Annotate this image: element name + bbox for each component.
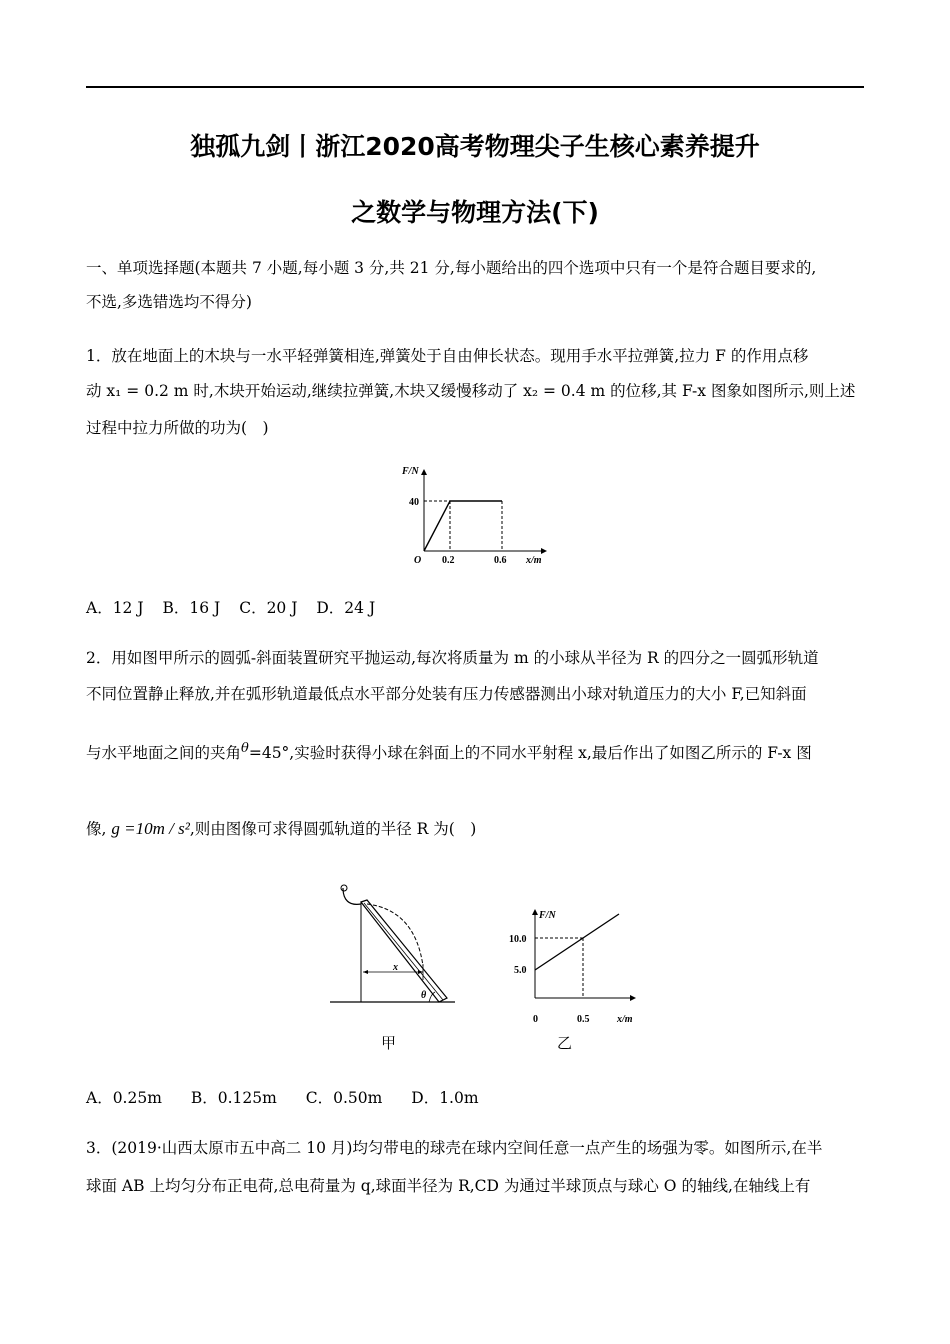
q2-origin: 0 xyxy=(533,1014,538,1025)
q2-figure-jia xyxy=(325,880,460,1055)
top-rule xyxy=(86,86,864,88)
section-header-line2: 不选,多选错选均不得分) xyxy=(86,293,252,311)
caption-jia: 甲 xyxy=(381,1036,397,1052)
angle-label: θ xyxy=(421,990,427,1001)
ball xyxy=(341,885,347,891)
q2-line3-start: 与水平地面之间的夹角 xyxy=(86,744,242,763)
q1-fx-line xyxy=(424,501,502,551)
q2-figure-yi xyxy=(505,904,645,1052)
q3-line1: 3．(2019·山西太原市五中高二 10 月)均匀带电的球壳在球内空间任意一点产生的场强为零。如图所示,在半 xyxy=(86,1139,823,1157)
q2-line4-start: 像, xyxy=(86,820,107,838)
q2-option-a: A．0.25m xyxy=(86,1089,162,1107)
q2-line3 xyxy=(86,732,864,770)
q2-y-tick1: 10.0 xyxy=(509,934,527,945)
q2-fx-line xyxy=(535,914,619,970)
q1-x-tick1: 0.2 xyxy=(442,555,455,566)
q2-line2: 不同位置静止释放,并在弧形轨道最低点水平部分处装有压力传感器测出小球对轨道压力的大小 F,已知斜面 xyxy=(86,685,807,703)
q1-xlabel: x/m xyxy=(526,555,542,566)
q2-line4 xyxy=(86,812,864,846)
section-header-line1: 一、单项选择题(本题共 7 小题,每小题 3 分,共 21 分,每小题给出的四个选项中只有一个是符合题目要求的, xyxy=(86,259,817,277)
q2-x-tick: 0.5 xyxy=(577,1014,590,1025)
q2-ylabel: F/N xyxy=(539,910,556,921)
q1-y-tick: 40 xyxy=(409,497,419,508)
q1-origin: O xyxy=(414,555,422,566)
q3-line2: 球面 AB 上均匀分布正电荷,总电荷量为 q,球面半径为 R,CD 为通过半球顶点与球心 O 的轴线,在轴线上有 xyxy=(86,1177,811,1195)
q1-options xyxy=(86,596,389,618)
q2-xlabel: x/m xyxy=(617,1014,633,1025)
range-arrow-left xyxy=(363,970,368,974)
q1-option-a: A．12 J xyxy=(86,599,144,617)
q1-option-c: C．20 J xyxy=(239,599,298,617)
page-title-line1: 独孤九剑丨浙江2020高考物理尖子生核心素养提升 xyxy=(190,132,760,161)
q1-x-tick2: 0.6 xyxy=(494,555,507,566)
caption-yi: 乙 xyxy=(557,1036,573,1052)
q1-line2: 动 x₁ = 0.2 m 时,木块开始运动,继续拉弹簧,木块又缓慢移动了 x₂ = 0.4 m 的位移,其 F-x 图象如图所示,则上述 xyxy=(86,382,856,400)
q2-option-d: D．1.0m xyxy=(411,1089,479,1107)
theta-symbol: θ xyxy=(241,741,249,756)
q1-ylabel: F/N xyxy=(402,466,419,477)
q2-line4-end: ,则由图像可求得圆弧轨道的半径 R 为( ) xyxy=(189,820,477,838)
incline-inner xyxy=(364,903,443,1000)
q1-line1: 1．放在地面上的木块与一水平轻弹簧相连,弹簧处于自由伸长状态。现用手水平拉弹簧,拉力 F 的作用点移 xyxy=(86,347,809,365)
range-arrow-right xyxy=(418,970,423,974)
q2-options xyxy=(86,1086,503,1108)
q2-line1: 2．用如图甲所示的圆弧-斜面装置研究平抛运动,每次将质量为 m 的小球从半径为 R 的四分之一圆弧形轨道 xyxy=(86,649,819,667)
q2-line3-end: =45°,实验时获得小球在斜面上的不同水平射程 x,最后作出了如图乙所示的 F-x 图 xyxy=(248,744,812,763)
q1-option-b: B．16 J xyxy=(162,599,221,617)
q2-option-b: B．0.125m xyxy=(190,1089,277,1107)
q1-line3: 过程中拉力所做的功为( ) xyxy=(86,419,269,437)
q1-fx-graph xyxy=(396,462,556,570)
gravity-formula: g =10m / s² xyxy=(111,819,190,838)
page-title-line2: 之数学与物理方法(下) xyxy=(351,198,599,227)
range-label: x xyxy=(393,962,398,973)
q2-option-c: C．0.50m xyxy=(305,1089,383,1107)
q1-option-d: D．24 J xyxy=(316,599,376,617)
q2-y-tick2: 5.0 xyxy=(514,965,527,976)
